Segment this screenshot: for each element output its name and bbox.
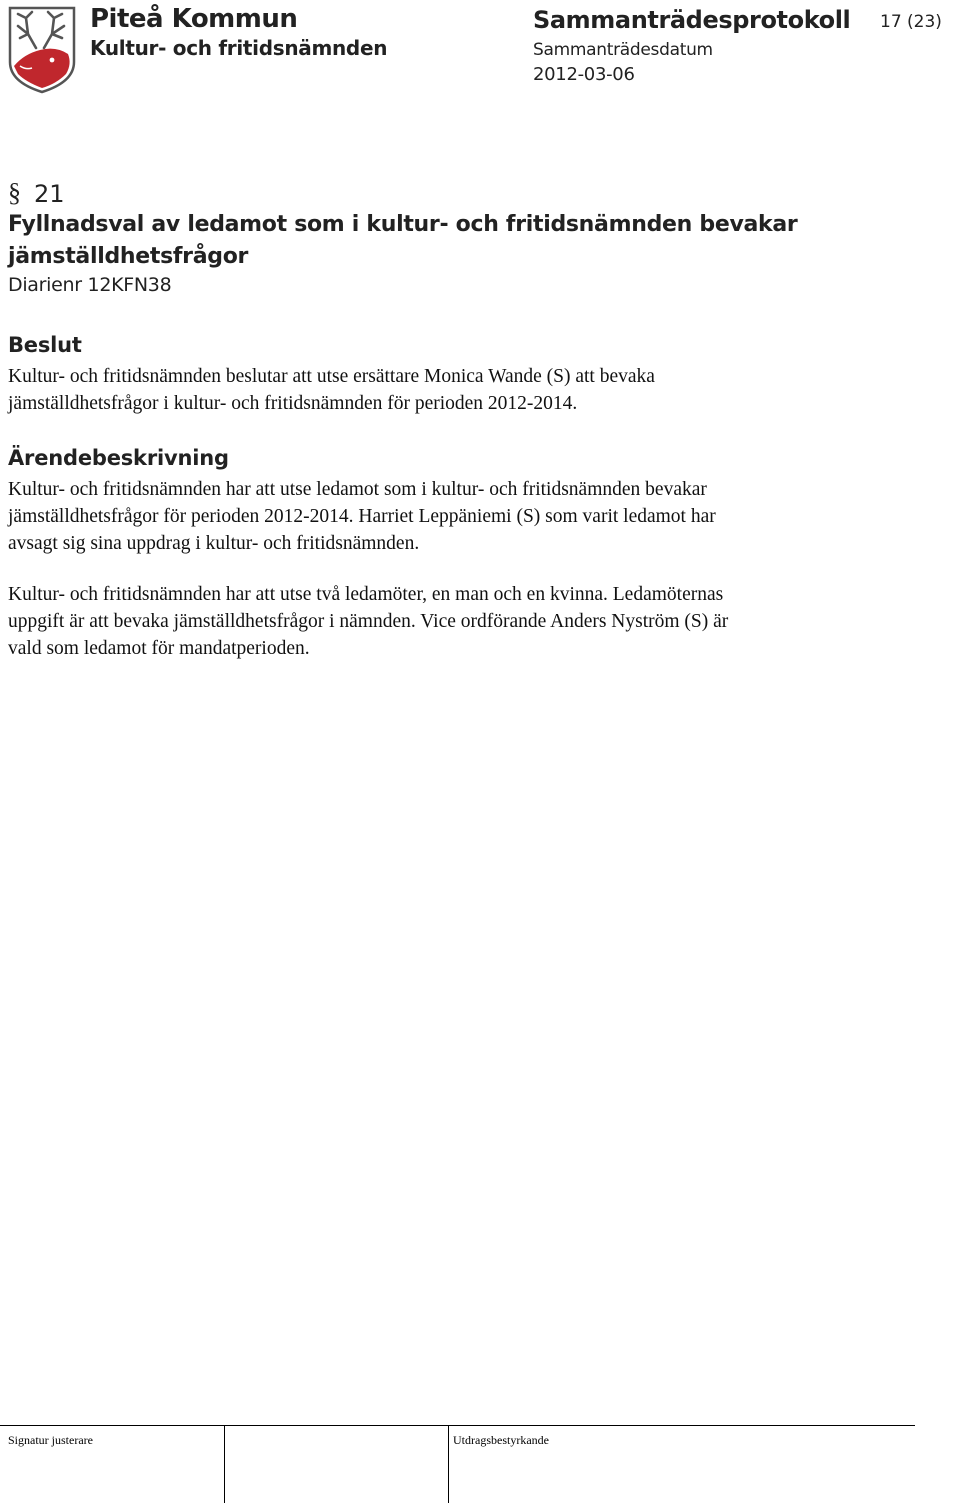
text-line: avsagt sig sina uppdrag i kultur- och fritidsnämnden. xyxy=(8,533,420,554)
signature-footer xyxy=(0,1425,915,1503)
page-number: 17 (23) xyxy=(880,12,942,32)
meeting-date-value: 2012-03-06 xyxy=(533,64,635,85)
footer-column-divider xyxy=(224,1425,225,1503)
footer-divider xyxy=(0,1425,915,1426)
organization-name: Piteå Kommun xyxy=(90,4,298,34)
text-line: jämställdhetsfrågor i kultur- och fritidsnämnden för perioden 2012-2014. xyxy=(8,393,578,414)
section-title-line: jämställdhetsfrågor xyxy=(8,244,249,269)
meeting-date-label: Sammanträdesdatum xyxy=(533,40,713,60)
decision-heading: Beslut xyxy=(8,333,82,357)
footer-column-divider xyxy=(448,1425,449,1503)
case-description-paragraph xyxy=(8,476,948,557)
section-number: 21 xyxy=(34,180,65,208)
extract-certification-label: Utdragsbestyrkande xyxy=(453,1433,549,1447)
text-line: Kultur- och fritidsnämnden beslutar att utse ersättare Monica Wande (S) att bevaka xyxy=(8,366,655,387)
text-line: Kultur- och fritidsnämnden har att utse två ledamöter, en man och en kvinna. Ledamöternas xyxy=(8,584,724,605)
case-description-paragraph xyxy=(8,581,948,662)
paragraph-sign: § xyxy=(8,178,21,207)
committee-name: Kultur- och fritidsnämnden xyxy=(90,36,388,60)
text-line: vald som ledamot för mandatperioden. xyxy=(8,638,310,659)
decision-paragraph xyxy=(8,363,948,417)
case-description-heading: Ärendebeskrivning xyxy=(8,446,229,470)
diary-number: Diarienr 12KFN38 xyxy=(8,274,172,296)
signature-justerare-label: Signatur justerare xyxy=(8,1433,93,1447)
document-type: Sammanträdesprotokoll xyxy=(533,6,851,34)
text-line: jämställdhetsfrågor för perioden 2012-2014. Harriet Leppäniemi (S) som varit ledamot har xyxy=(8,506,716,527)
text-line: uppgift är att bevaka jämställdhetsfrågor i nämnden. Vice ordförande Anders Nyström (S) är xyxy=(8,611,729,632)
section-title-line: Fyllnadsval av ledamot som i kultur- och fritidsnämnden bevakar xyxy=(8,212,798,237)
text-line: Kultur- och fritidsnämnden har att utse ledamot som i kultur- och fritidsnämnden bevakar xyxy=(8,479,707,500)
pitea-reindeer-crest-icon xyxy=(6,4,78,94)
